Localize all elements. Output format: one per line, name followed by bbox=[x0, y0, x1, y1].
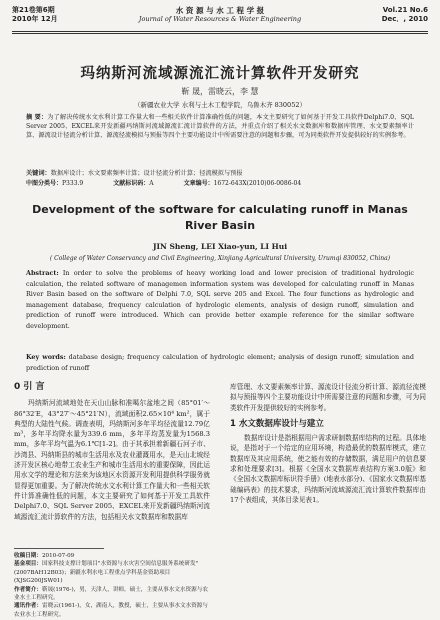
paper-title-en: Development of the software for calculating runoff in Manas River Basin bbox=[32, 203, 408, 232]
section-heading-intro: 0 引 言 bbox=[14, 382, 45, 392]
body-column-right bbox=[230, 382, 426, 505]
clc-value: P333.9 bbox=[62, 180, 84, 187]
abstract-en bbox=[26, 268, 414, 331]
keywords-cn-text: 数据库设计；水文要素频率计算；设计径流分析计算；径流模拟与预报 bbox=[50, 170, 243, 177]
received-label: 收稿日期： bbox=[14, 553, 42, 559]
header-volume-en bbox=[382, 6, 428, 24]
abstract-en-text: In order to solve the problems of heavy working load and lower precision of traditional hydrologic calculation, the related software of managemen information system was developed for calculating runoff in Manas River Basin based on the software of Delphi 7.0, SQL serve 205 and Excel. The four functions as hydrologic and management database, frequency calculation of hydrologic elements, analysis of design runoff, simulation and prediction of runoff were introduced. Which can provide better example reference for the similar software development. bbox=[26, 269, 414, 330]
header-date-line: 2010年 12月 bbox=[12, 15, 58, 23]
article-id-label: 文章编号： bbox=[183, 180, 214, 187]
keywords-cn bbox=[26, 169, 414, 178]
journal-name-cn: 水 资 源 与 水 工 程 学 报 bbox=[175, 6, 265, 15]
abstract-en-label: Abstract: bbox=[26, 269, 59, 277]
keywords-en-text: database design; frequency calculation of hydrologic element; analysis of design runoff; simulation and prediction of runoff bbox=[26, 353, 414, 372]
author-bio-text: 靳晟(1976-)，男，天津人，讲师，硕士，主要从事水文水资源与农业水土工程研究。 bbox=[14, 586, 208, 602]
authors-en: JIN Sheng, LEI Xiao-yun, LI Hui bbox=[152, 242, 288, 251]
header-volume-line: 第21卷第6期 bbox=[12, 6, 55, 14]
header-volume-cn bbox=[12, 6, 58, 24]
abstract-cn-text: 为了解决传统水文水利计算工作量大和一些相关软件计算准确性低的问题，本文主要研究了如何基于开发工具软件Delphi7.0、SQL Server 2005、EXCEL来开发新疆玛纳斯河流域源流汇流计算软件的方法，并重点介绍了相关水文数据库和数据库管理、水文要素频率计算、源流设计径流分析计算、源流径流模拟与预报等四个主要功能设计中所需要注意的问题和步骤，可为同类软件开发提供较好的实例参考。 bbox=[26, 114, 414, 140]
abstract-cn-label: 摘 要： bbox=[26, 114, 48, 121]
header-vol-en-line: Vol.21 No.6 bbox=[382, 6, 428, 14]
footnote-author bbox=[14, 586, 210, 603]
header-rule-top bbox=[12, 31, 428, 32]
abstract-cn bbox=[26, 113, 414, 141]
section-database-paragraph: 数据库设计是指根据用户需求研制数据库结构的过程。具体地说，是指对于一个给定的应用环境，构造最优的数据库模式，建立数据库及其应用系统，使之能有效的存储数据，满足用户的信息要求和处理要求[3]。根据《全国水文数据库表结构方案3.0版》和《全国水文数据库标识符手册》(地表水部分)、《国家水文数据库基础编码表》的技术要求，玛纳斯河流域源流汇流计算软件数据库由17个表组成，其体目录见表1。 bbox=[230, 434, 426, 504]
affiliation-en: ( College of Water Conservancy and Civil Engineering, Xinjiang Agricultural University, Urumqi 830052, China) bbox=[49, 255, 391, 262]
article-id-value: 1672-643X(2010)06-0086-04 bbox=[213, 180, 302, 187]
header-date-en-line: Dec．, 2010 bbox=[381, 15, 428, 23]
affiliation-cn: （新疆农业大学 水利与土木工程学院，乌鲁木齐 830052） bbox=[134, 101, 306, 109]
corresponding-text: 雷晓云(1961-)，女，湖南人，教授，硕士，主要从事水文水资源与农业水土工程研究。 bbox=[14, 603, 208, 618]
footnotes bbox=[14, 552, 210, 619]
footnote-fund bbox=[14, 560, 210, 585]
clc-label: 中图分类号： bbox=[26, 180, 63, 187]
article-id bbox=[184, 179, 302, 188]
section-intro-continued: 库管理、水文要素频率计算、源流设计径流分析计算、源流径流模拟与预报等四个主要功能设计中所需要注意的问题和步骤，可为同类软件开发提供较好的实例参考。 bbox=[230, 383, 426, 412]
received-date: 2010-07-09 bbox=[41, 553, 75, 559]
code-value: A bbox=[149, 180, 154, 187]
keywords-en-label: Key words: bbox=[26, 353, 66, 361]
paper-title-cn: 玛纳斯河流域源流汇流计算软件开发研究 bbox=[80, 66, 360, 82]
journal-header bbox=[12, 6, 428, 32]
header-rule-bottom bbox=[12, 33, 428, 34]
document-code bbox=[113, 179, 153, 188]
footnote-received bbox=[14, 552, 210, 560]
keywords-en bbox=[26, 352, 414, 373]
corresponding-label: 通讯作者： bbox=[14, 603, 42, 610]
fund-label: 基金项目： bbox=[14, 561, 42, 568]
section-heading-database: 1 水文数据库设计与建立 bbox=[230, 418, 324, 429]
keywords-cn-label: 关键词： bbox=[26, 170, 51, 177]
classification-meta bbox=[26, 179, 414, 188]
code-label: 文献标识码： bbox=[113, 180, 150, 187]
footnote-rule bbox=[14, 548, 104, 549]
journal-name-en: Journal of Water Resources & Water Engineering bbox=[138, 15, 302, 23]
footnote-corresponding bbox=[14, 602, 210, 619]
clc-number bbox=[26, 179, 83, 188]
author-bio-label: 作者简介： bbox=[14, 586, 42, 593]
fund-text: 国家科技支撑计划项目"水资源与水灾害空间信息服务系统研发"(2007BAH12B03)；新疆水利水电工程重点学科基金资助项目(XJSG200JSW01) bbox=[14, 561, 199, 585]
body-column-left bbox=[14, 382, 210, 522]
header-journal-name bbox=[102, 6, 338, 24]
section-intro-paragraph: 玛纳斯河流域地处在天山山脉和准噶尔盆地之间（85°01′～86°32′E，43°27′～45°21′N），流域面积2.65×10⁴ km²，属于典型的大陆性气候。调查表明，玛纳斯河多年平均径流量12.79亿m³，多年平均降水量为339.6 mm，多年平均蒸发量为1568.3 mm，多年平均气温为6.1℃[1-2]。由于其承担着新疆石河子市、沙湾县、玛纳斯县的城市生活用水及农业灌溉用水，是天山北坡经济开发区核心地带工农业生产和城市生活用水的重要保障，因此运用水文学的理论和方法来为该地区水资源开发利用提供科学服务就显得更加重要。为了解决传统水文水利计算工作量大和一些相关软件计算准确性低的问题，本文主要研究了如何基于开发工具软件Delphi7.0、SQL Server 2005、EXCEL来开发新疆玛纳斯河流域源流汇流计算软件的方法，包括相关水文数据库和数据库 bbox=[14, 399, 210, 521]
authors-cn: 靳 晟，雷晓云，李 慧 bbox=[181, 87, 259, 96]
